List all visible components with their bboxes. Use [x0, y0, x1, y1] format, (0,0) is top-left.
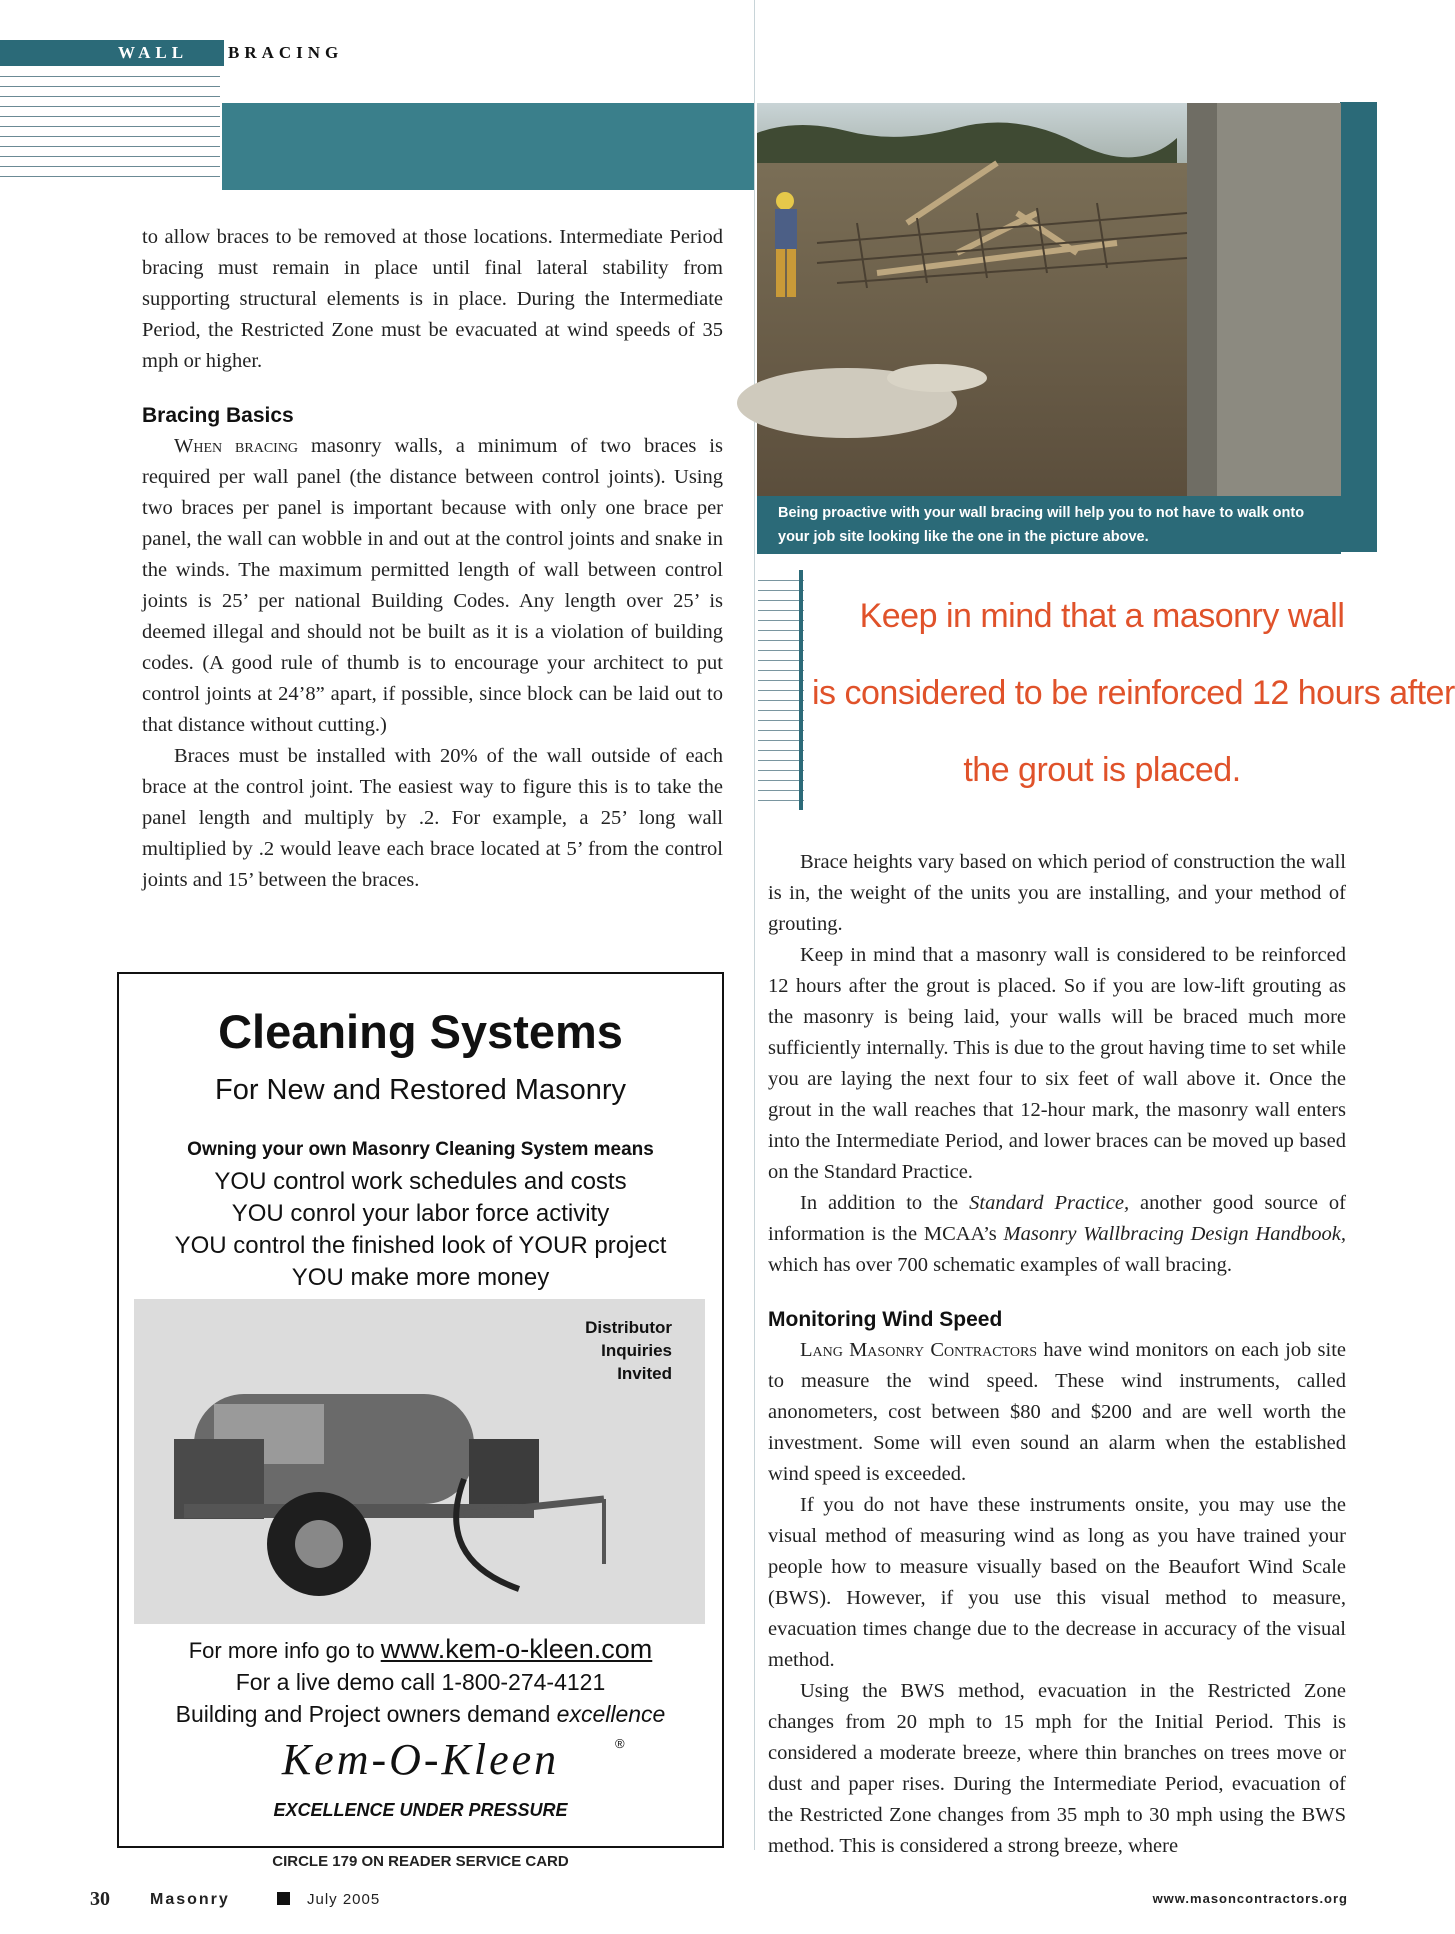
grout-paragraph: Keep in mind that a masonry wall is considered to be reinforced 12 hours after the grout is placed. So if you are low-lift grouting as the masonry is being laid, your walls will be braced much more sufficiently internally. This is due to the grout having time to set while you are laying the next four to six feet of wall above it. Once the grout in the wall reaches that 12-hour mark, the masonry wall enters into the Intermediate Period, and lower braces can be moved up based on the Standard Practice. [768, 944, 1346, 1183]
magazine-name: Masonry [150, 1891, 230, 1908]
brace-heights-paragraph: Brace heights vary based on which period of construction the wall is in, the weight of the units you are installing, and your method of grouting. [768, 851, 1346, 935]
bracing-paragraph-1 [142, 431, 723, 741]
ad-owners-line [119, 1701, 722, 1728]
ad-subtitle: For New and Restored Masonry [215, 1074, 626, 1106]
section-header-bar [0, 40, 224, 66]
resources-paragraph [768, 1188, 1346, 1281]
owners-prefix: Building and Project owners demand [175, 1701, 557, 1727]
page-number: 30 [90, 1888, 110, 1910]
pull-quote-line-2: is considered to be reinforced 12 hours after [812, 674, 1455, 712]
ad-info-line [119, 1634, 722, 1665]
paragraph-body: masonry walls, a minimum of two braces is required per wall panel (the distance between control joints). Using two braces per panel is important because with only one brace per panel, the wall can wobble in and out at the control joints and snake in the winds. The maximum permitted length of wall between control joints is 25’ per national Building Codes. Any length over 25’ is deemed illegal and should not be built as it is a violation of building codes. (A good rule of thumb is to encourage your architect to put control joints at 24’8” apart, if possible, since block can be laid out to that distance without cutting.) [142, 435, 723, 736]
monitoring-wind-speed-heading: Monitoring Wind Speed [768, 1308, 1003, 1331]
section-label-bracing: BRACING [228, 43, 344, 62]
paragraph-body: have wind monitors on each job site to measure the wind speed. These wind instruments, called anonometers, cost between $80 and $200 and are well worth the investment. Some will even sound an alarm when the established wind speed is exceeded. [768, 1339, 1347, 1485]
bracing-paragraph-2: Braces must be installed with 20% of the wall outside of each brace at the control joint. The easiest way to figure this is to take the panel length and multiply by .2. For example, a 25’ long wall multiplied by .2 would leave each brace located at 5’ from the control joints and 15’ between the braces. [142, 745, 723, 891]
job-site-photo [757, 103, 1341, 496]
wind-monitor-paragraph [768, 1335, 1346, 1490]
issue-date: July 2005 [307, 1891, 381, 1908]
ad-owning-heading: Owning your own Masonry Cleaning System means [187, 1139, 654, 1160]
reader-service-note: CIRCLE 179 ON READER SERVICE CARD [272, 1853, 569, 1870]
pull-quote-bar [799, 570, 803, 810]
lead-in-text: When bracing [174, 435, 299, 457]
column-divider [754, 0, 755, 1850]
kem-o-kleen-link[interactable]: www.kem-o-kleen.com [380, 1634, 653, 1664]
owners-emphasis: excellence [556, 1701, 666, 1727]
pull-quote [812, 578, 1455, 809]
bws-paragraph: Using the BWS method, evacuation in the Restricted Zone changes from 20 mph to 15 mph for the Initial Period. This is considered a moderate breeze, where thin branches on trees move or dust and paper rises. During the Intermediate Period, evacuation of the Restricted Zone changes from 35 mph to 30 mph using the BWS method. This is considered a strong breeze, where [768, 1680, 1346, 1857]
distributor-note [585, 1316, 672, 1385]
ad-benefit-list [119, 1166, 722, 1294]
footer-url[interactable]: www.masoncontractors.org [1152, 1891, 1348, 1906]
collapsed-bracing-site-image [757, 103, 1341, 496]
text-segment: which has over 700 schematic examples of wall bracing. [768, 1254, 1232, 1276]
right-edge-teal-bar [1340, 102, 1377, 552]
intro-paragraph: to allow braces to be removed at those locations. Intermediate Period bracing must remain in place until final lateral stability from supporting structural elements is in place. During the Intermediate Period, the Restricted Zone must be evacuated at wind speeds of 35 mph or higher. [142, 226, 723, 372]
section-label-wall: WALL [118, 43, 189, 62]
ad-tagline: EXCELLENCE UNDER PRESSURE [273, 1800, 568, 1820]
ad-demo-phone: For a live demo call 1-800-274-4121 [235, 1669, 606, 1695]
ad-benefit-item: YOU make more money [291, 1264, 550, 1291]
kem-o-kleen-logo: Kem-O-Kleen [281, 1735, 560, 1784]
lead-in-text: Lang Masonry Contractors [800, 1339, 1038, 1361]
pull-quote-line-3: the grout is placed. [963, 751, 1241, 789]
visual-method-paragraph: If you do not have these instruments onsite, you may use the visual method of measuring wind as long as you have trained your people how to measure visually based on the Beaufort Wind Scale (BWS). However, if you use this visual method to measure, evacuation times change due to the decrease in accuracy of the visual method. [768, 1494, 1346, 1671]
pull-quote-line-1: Keep in mind that a masonry wall [859, 597, 1345, 635]
text-segment: another good source of information is the MCAA’s [768, 1192, 1346, 1245]
registered-mark: ® [615, 1736, 625, 1751]
pull-quote-rule-lines [758, 580, 804, 810]
standard-practice-title: Standard Practice, [969, 1192, 1130, 1214]
distributor-line: Distributor [585, 1318, 672, 1337]
header-rule-lines [0, 76, 220, 186]
info-prefix: For more info go to [188, 1638, 381, 1663]
photo-caption: Being proactive with your wall bracing will help you to not have to walk onto your job site looking like the one in the picture above. [778, 505, 1305, 545]
ad-benefit-item: YOU conrol your labor force activity [231, 1200, 610, 1227]
footer-square-icon [277, 1892, 290, 1905]
kem-o-kleen-advertisement [117, 972, 724, 1848]
header-teal-block [222, 103, 755, 190]
distributor-line: Inquiries [601, 1341, 672, 1360]
ad-title: Cleaning Systems [218, 1005, 623, 1058]
ad-benefit-item: YOU control the finished look of YOUR project [174, 1232, 667, 1259]
distributor-line: Invited [617, 1364, 672, 1383]
bracing-basics-heading: Bracing Basics [142, 404, 294, 427]
ad-benefit-item: YOU control work schedules and costs [214, 1168, 627, 1195]
handbook-title: Masonry Wallbracing Design Handbook, [1003, 1223, 1346, 1245]
text-segment: In addition to the [800, 1192, 970, 1214]
right-article-column [768, 847, 1346, 1862]
left-article-column [142, 222, 723, 896]
